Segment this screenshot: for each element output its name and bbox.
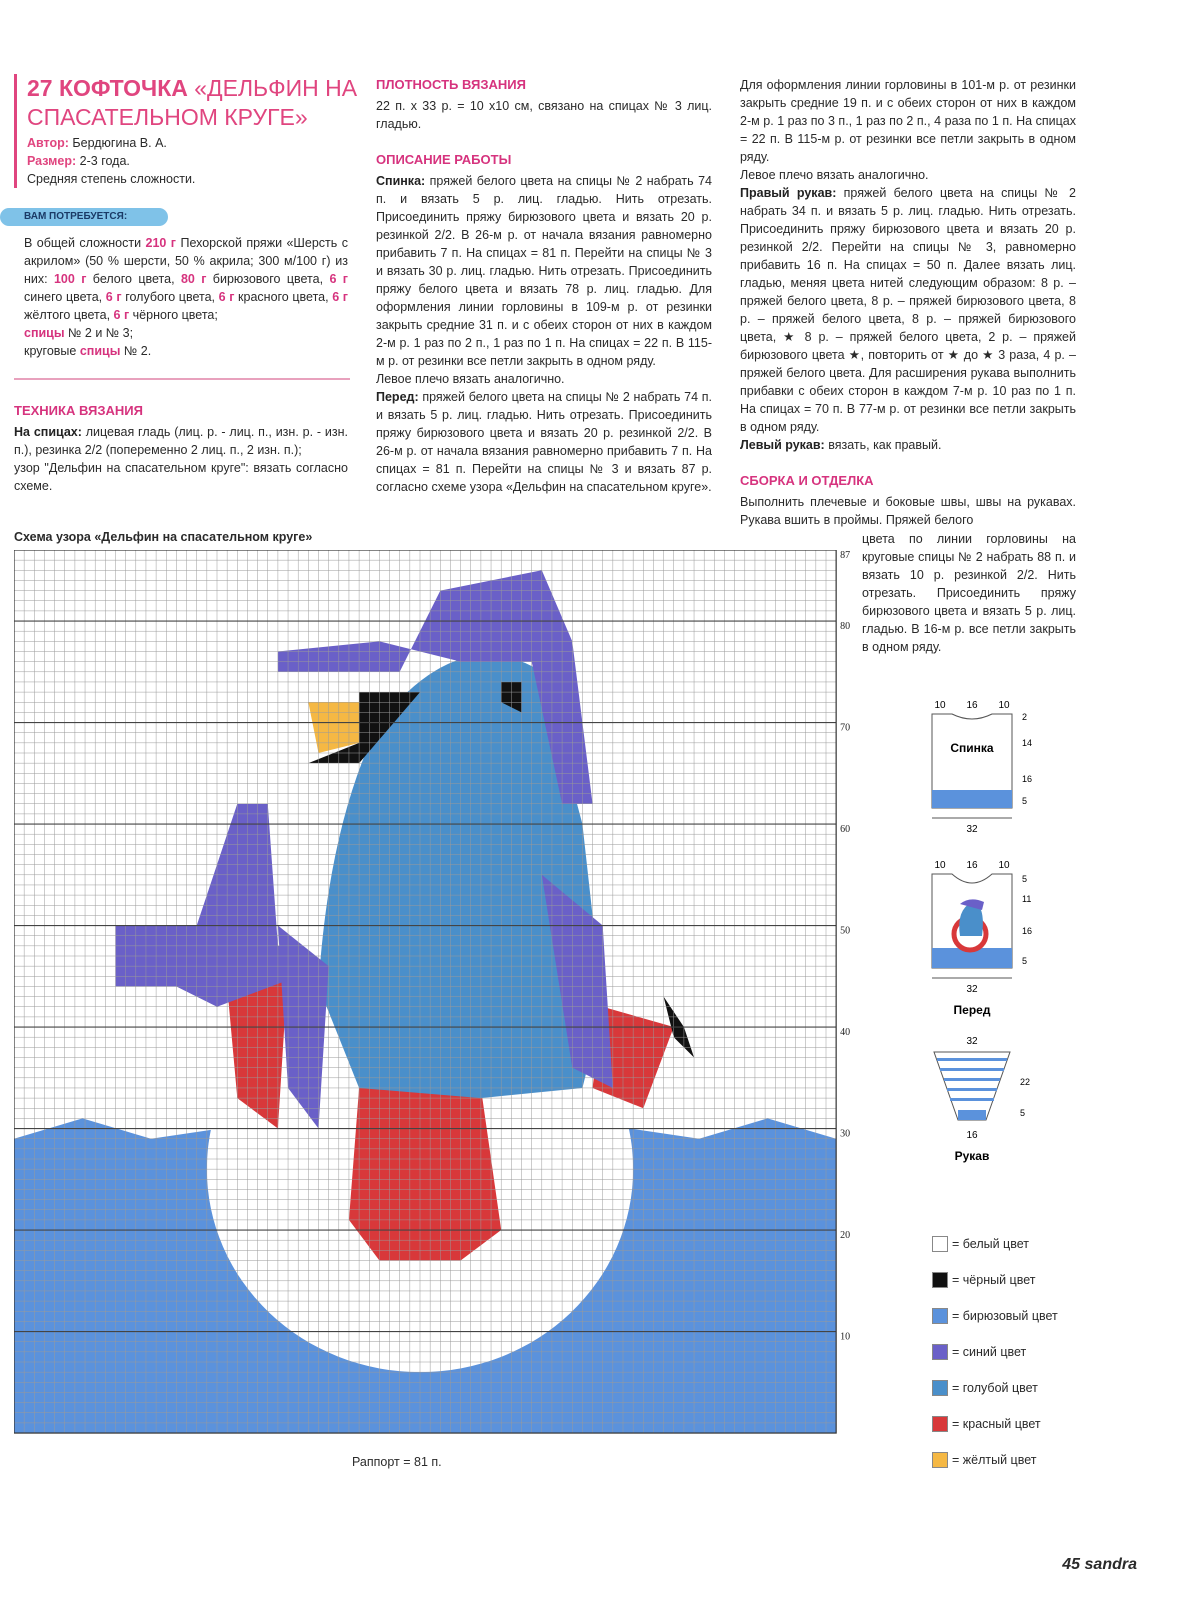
row-label: 30 xyxy=(840,1128,851,1140)
front-label: Перед xyxy=(953,1003,991,1017)
assembly-text-2: цвета по линии горловины на круговые спицы № 2 набрать 88 п. и вязать 10 р. резинкой 2/2. Нить отрезать. Присоединить пряжу бирюзового цвета и вязать 5 р. лиц. гладью. В 16-м р. все петли закрыть в одном ряду. xyxy=(862,532,1076,654)
legend-yellow: = жёлтый цвет xyxy=(932,1442,1058,1478)
right-column: Для оформления линии горловины в 101-м р. от резинки закрыть средние 19 п. и с обеих сторон от них в каждом 2-м р. 1 раз по 3 п., 1 раз по 2 п., 4 раза по 1 п. На спицах = 22 п. В 115-м р. от резинки все петли закрыть в одном ряду. Левое плечо вязать аналогично. Правый рукав: пряжей белого цвета на спицы № 2 набрать 34 п. и вязать 5 р. лиц. гладью. Нить отрезать. Присоединить пряжу бирюзового цвета и вязать 20 р. резинкой 2/2. Перейти на спицы № 3, равномерно прибавить 16 п. На спицах = 50 п. Далее вязать лиц. гладью, меняя цвета нитей следующим образом: 8 р. – пряжей белого цвета, 8 р. – пряжей бирюзового цвета, 8 р. – пряжей белого цвета, 8 р. – пряжей бирюзового цвета, ★ 8 р. – пряжей белого цвета, 2 р. – пряжей бирюзового цвета ★, повторить от ★ до ★ 3 раза, 4 р. – пряжей белого цвета. Для расширения рукава выполнить прибавки с обеих сторон в каждом 7-м р. 10 раз по 1 п. На спицах = 70 п. В 77-м р. от резинки все петли закрыть в одном ряду. Левый рукав: вязать, как правый. СБОРКА И ОТДЕЛКА Выполнить плечевые и боковые швы, швы на рукавах. Рукава вшить в проймы. Пряжей белого xyxy=(740,78,1076,527)
legend-turquoise: = бирюзовый цвет xyxy=(932,1298,1058,1334)
middle-column: ПЛОТНОСТЬ ВЯЗАНИЯ 22 п. х 33 р. = 10 х10 см, связано на спицах № 3 лиц. гладью. ОПИСАНИЕ РАБОТЫ Спинка: пряжей белого цвета на спицы № 2 набрать 74 п. и вязать 5 р. лиц. гладью. Нить отрезать. Присоединить пряжу бирюзового цвета и вязать 20 р. резинкой 2/2. В 26-м р. от начала вязания равномерно прибавить 7 п. На спицах = 81 п. Перейти на спицы № 3 и вязать 30 р. лиц. гладью. Нить отрезать. Присоединить пряжу белого цвета и вязать 78 р. лиц. гладью. Для оформления линии горловины в 109-м р. от резинки закрыть средние 31 п. и с обеих сторон от них в каждом 2-м р. 1 раз по 2 п., 1 раз по 1 п. На спицах = 22 п. В 115-м р. от резинки все петли закрыть в одном ряду. Левое плечо вязать аналогично. Перед: пряжей белого цвета на спицы № 2 набрать 74 п. и вязать 5 р. лиц. гладью. Нить отрезать. Присоединить пряжу бирюзового цвета и вязать 20 р. резинкой 2/2. В 26-м р. от начала вязания равномерно прибавить 7 п. На спицах = 81 п. Перейти на спицы № 3 и вязать 87 р. согласно схеме узора «Дельфин на спасательном круге». xyxy=(376,77,712,494)
svg-text:16: 16 xyxy=(1022,774,1033,784)
title-line-2: СПАСАТЕЛЬНОМ КРУГЕ» xyxy=(27,104,308,130)
color-legend xyxy=(932,1226,1058,1478)
work-heading: ОПИСАНИЕ РАБОТЫ xyxy=(376,152,512,167)
row-label: 50 xyxy=(840,925,851,937)
schema-title: Схема узора «Дельфин на спасательном круге» xyxy=(14,530,313,544)
svg-text:16: 16 xyxy=(1022,926,1033,936)
legend-swatch xyxy=(932,1308,948,1324)
legend-swatch xyxy=(932,1452,948,1468)
materials-list: В общей сложности 210 г Пехорской пряжи «Шерсть с акрилом» (50 % шерсти, 50 % акрила; 300 м/100 г) из них: 100 г белого цвета, 80 г бирюзового цвета, 6 г синего цвета, 6 г голубого цвета, 6 г красного цвета, 6 г жёлтого цвета, 6 г чёрного цвета; спицы № 2 и № 3; круговые спицы № 2. xyxy=(24,236,348,358)
legend-light-blue: = голубой цвет xyxy=(932,1370,1058,1406)
technique-heading: ТЕХНИКА ВЯЗАНИЯ xyxy=(14,403,143,418)
svg-text:10: 10 xyxy=(998,700,1010,711)
back-label: Спинка xyxy=(950,741,994,755)
svg-text:32: 32 xyxy=(966,824,978,835)
back-instructions: Спинка: пряжей белого цвета на спицы № 2 набрать 74 п. и вязать 5 р. лиц. гладью. Нить отрезать. Присоединить пряжу бирюзового цвета и вязать 20 р. резинкой 2/2. В 26-м р. от начала вязания равномерно прибавить 7 п. На спицах = 81 п. Перейти на спицы № 3 и вязать 30 р. лиц. гладью. Нить отрезать. Присоединить пряжу белого цвета и вязать 78 р. лиц. гладью. Для оформления линии горловины в 109-м р. от резинки закрыть средние 31 п. и с обеих сторон от них в каждом 2-м р. 1 раз по 2 п., 1 раз по 1 п. На спицах = 22 п. В 115-м р. от резинки все петли закрыть в одном ряду. xyxy=(376,174,712,368)
front-schematic xyxy=(932,860,1032,1017)
technique-section: ТЕХНИКА ВЯЗАНИЯ На спицах: лицевая гладь (лиц. р. - лиц. п., изн. р. - изн. п.), резинка 2/2 (попеременно 2 лиц. п., 2 изн. п.); узор "Дельфин на спасательном круге": вязать согласно схеме. xyxy=(14,403,348,493)
back-schematic xyxy=(932,700,1032,835)
svg-text:5: 5 xyxy=(1020,1108,1026,1118)
size: Размер: 2-3 года. xyxy=(27,154,130,168)
difficulty: Средняя степень сложности. xyxy=(27,172,196,186)
assembly-continued xyxy=(862,530,1076,656)
neck-instructions: Для оформления линии горловины в 101-м р. от резинки закрыть средние 19 п. и с обеих сторон от них в каждом 2-м р. 1 раз по 3 п., 1 раз по 2 п., 4 раза по 1 п. На спицах = 22 п. В 115-м р. от резинки все петли закрыть в одном ряду. xyxy=(740,78,1076,164)
row-label: 87 xyxy=(840,550,851,561)
rapport-label: Раппорт = 81 п. xyxy=(352,1455,442,1469)
svg-text:2: 2 xyxy=(1022,712,1028,722)
svg-text:11: 11 xyxy=(1022,894,1032,904)
svg-text:10: 10 xyxy=(934,860,946,871)
svg-text:32: 32 xyxy=(966,984,978,995)
legend-swatch xyxy=(932,1416,948,1432)
row-label: 40 xyxy=(840,1027,851,1039)
assembly-text-1: Выполнить плечевые и боковые швы, швы на рукавах. Рукава вшить в проймы. Пряжей белого xyxy=(740,495,1076,527)
legend-swatch xyxy=(932,1380,948,1396)
svg-text:14: 14 xyxy=(1022,738,1033,748)
title-line-1: 27 КОФТОЧКА «ДЕЛЬФИН НА xyxy=(27,75,358,101)
svg-text:10: 10 xyxy=(998,860,1010,871)
svg-text:10: 10 xyxy=(934,700,946,711)
row-label: 60 xyxy=(840,824,851,836)
svg-text:5: 5 xyxy=(1022,796,1028,806)
svg-text:5: 5 xyxy=(1022,956,1028,966)
needs-badge: ВАМ ПОТРЕБУЕТСЯ: xyxy=(0,208,168,226)
article-title xyxy=(14,74,367,188)
svg-text:16: 16 xyxy=(966,1130,978,1141)
divider xyxy=(14,378,350,380)
legend-blue: = синий цвет xyxy=(932,1334,1058,1370)
legend-white: = белый цвет xyxy=(932,1226,1058,1262)
ring-segment-bottom xyxy=(349,1088,501,1261)
row-label: 20 xyxy=(840,1230,851,1242)
density-text: 22 п. х 33 р. = 10 х10 см, связано на спицах № 3 лиц. гладью. xyxy=(376,99,712,131)
svg-text:16: 16 xyxy=(966,860,978,871)
svg-text:22: 22 xyxy=(1020,1077,1031,1087)
right-sleeve-instructions: Правый рукав: пряжей белого цвета на спицы № 2 набрать 34 п. и вязать 5 р. лиц. гладью. Нить отрезать. Присоединить пряжу бирюзового цвета и вязать 20 р. резинкой 2/2. Перейти на спицы № 3, равномерно прибавить 16 п. На спицах = 50 п. Далее вязать лиц. гладью, меняя цвета нитей следующим образом: 8 р. – пряжей белого цвета, 8 р. – пряжей бирюзового цвета, 8 р. – пряжей белого цвета, 8 р. – пряжей бирюзового цвета, ★ 8 р. – пряжей белого цвета, 2 р. – пряжей бирюзового цвета ★, повторить от ★ до ★ 3 раза, 4 р. – пряжей белого цвета. Для расширения рукава выполнить прибавки с обеих сторон в каждом 7-м р. 10 раз по 1 п. На спицах = 70 п. В 77-м р. от резинки все петли закрыть в одном ряду. xyxy=(740,186,1076,434)
legend-swatch xyxy=(932,1344,948,1360)
row-label: 80 xyxy=(840,621,851,633)
front-instructions: Перед: пряжей белого цвета на спицы № 2 набрать 74 п. и вязать 5 р. лиц. гладью. Нить отрезать. Присоединить пряжу бирюзового цвета и вязать 20 р. резинкой 2/2. В 26-м р. от начала вязания равномерно прибавить 7 п. На спицах = 81 п. Перейти на спицы № 3 и вязать 87 р. согласно схеме узора «Дельфин на спасательном круге». xyxy=(376,390,712,494)
svg-text:5: 5 xyxy=(1022,874,1028,884)
author: Автор: Бердюгина В. А. xyxy=(27,136,167,150)
garment-schematics xyxy=(912,690,1042,1170)
svg-text:16: 16 xyxy=(966,700,978,711)
density-heading: ПЛОТНОСТЬ ВЯЗАНИЯ xyxy=(376,77,526,92)
legend-swatch xyxy=(932,1236,948,1252)
sleeve-schematic xyxy=(934,1036,1030,1163)
legend-black: = чёрный цвет xyxy=(932,1262,1058,1298)
legend-red: = красный цвет xyxy=(932,1406,1058,1442)
knitting-chart xyxy=(14,550,864,1450)
row-label: 70 xyxy=(840,722,851,734)
legend-swatch xyxy=(932,1272,948,1288)
sleeve-label: Рукав xyxy=(954,1149,990,1163)
left-sleeve-instructions: Левый рукав: вязать, как правый. xyxy=(740,438,942,452)
assembly-heading: СБОРКА И ОТДЕЛКА xyxy=(740,473,874,488)
svg-text:32: 32 xyxy=(966,1036,978,1047)
row-label: 10 xyxy=(840,1331,851,1343)
page-number: 45 sandra xyxy=(1062,1556,1137,1573)
